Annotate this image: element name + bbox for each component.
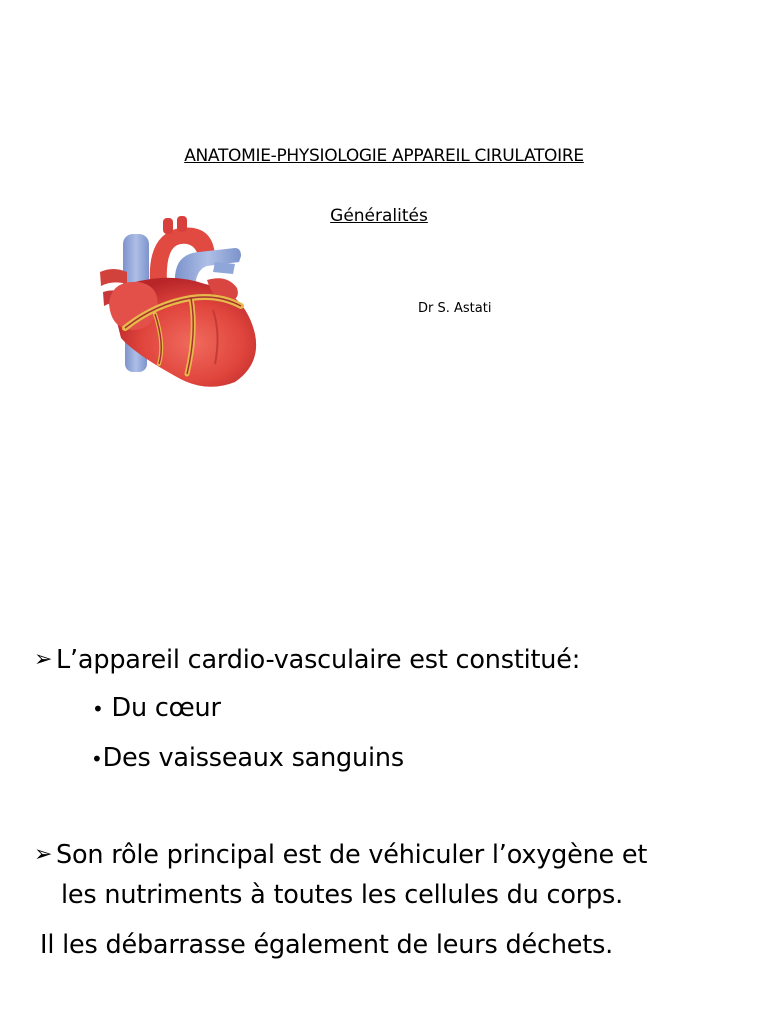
slide-subtitle: Généralités bbox=[330, 206, 428, 226]
pulmonary-vessel-left-shape bbox=[100, 269, 127, 286]
bullet-point-composition bbox=[34, 645, 581, 675]
slide-title: ANATOMIE-PHYSIOLOGIE APPAREIL CIRULATOIRE bbox=[184, 146, 584, 166]
paragraph-waste: Il les débarrasse également de leurs déchets. bbox=[40, 930, 614, 960]
sub-bullet-text: Des vaisseaux sanguins bbox=[102, 743, 404, 773]
heart-illustration bbox=[95, 214, 265, 390]
bullet-point-role bbox=[34, 840, 648, 870]
author-name: Dr S. Astati bbox=[418, 301, 492, 316]
arrow-bullet-icon: ➢ bbox=[34, 647, 53, 672]
dot-bullet-icon: • bbox=[91, 747, 103, 771]
bullet-text: Son rôle principal est de véhiculer l’oxygène et bbox=[56, 840, 648, 870]
bullet-text: L’appareil cardio-vasculaire est constitué: bbox=[56, 645, 581, 675]
sub-bullet-heart bbox=[92, 693, 221, 723]
dot-bullet-icon: • bbox=[92, 697, 104, 721]
sub-bullet-text: Du cœur bbox=[111, 693, 221, 723]
arrow-bullet-icon: ➢ bbox=[34, 842, 53, 867]
bullet-continuation: les nutriments à toutes les cellules du corps. bbox=[61, 880, 624, 910]
sub-bullet-vessels bbox=[91, 743, 404, 773]
